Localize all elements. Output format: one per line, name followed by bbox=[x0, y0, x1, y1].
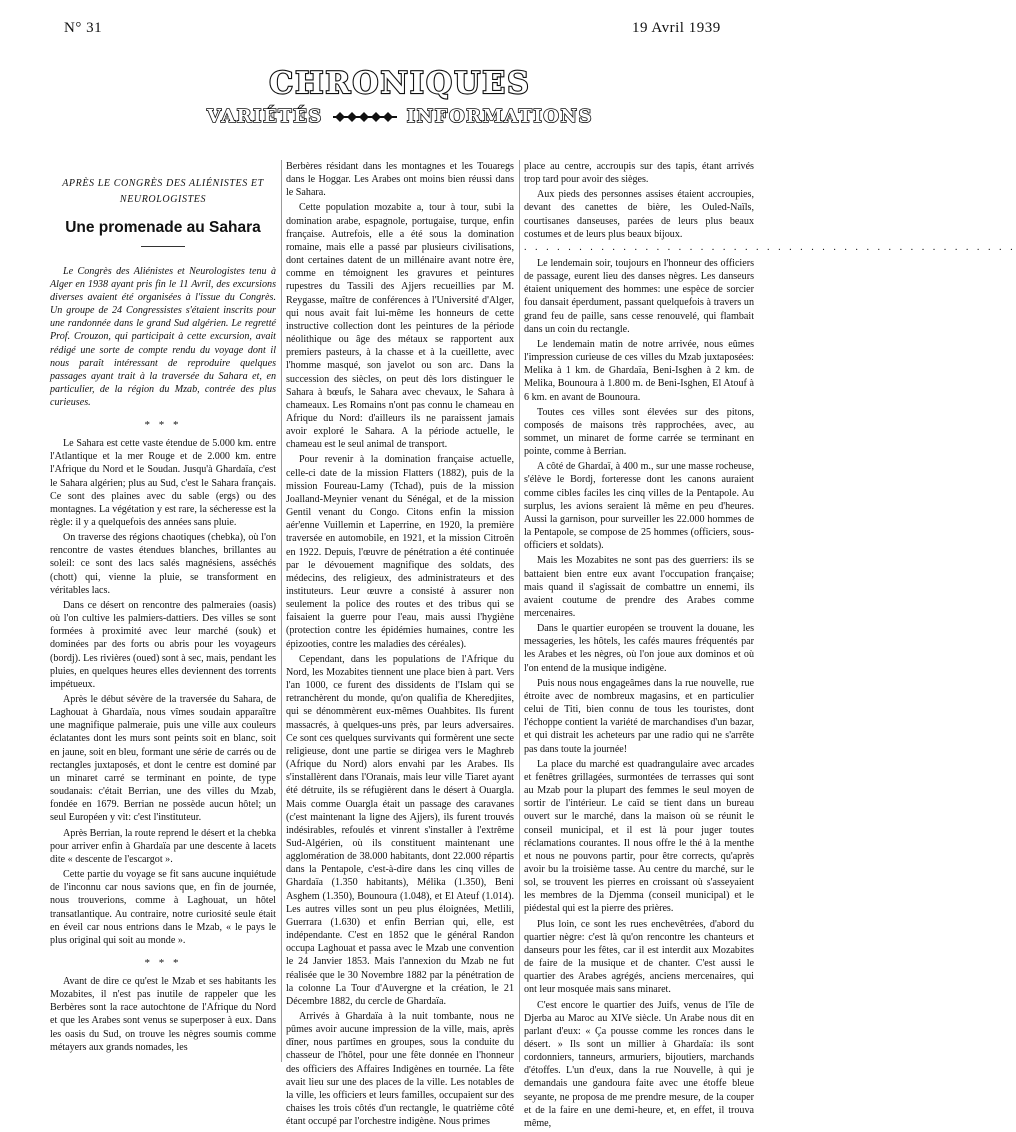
paragraph: Le lendemain matin de notre arrivée, nous eûmes l'impression curieuse de ces villes du Mzab juxtaposées: Melika à 1 km. de Ghardaïa, Beni-Isghen à 2 km. de Melika, Bounoura à 1.800 m. de Beni-Isghen, El Atouf à 6 km. en avant de Bounoura. bbox=[524, 338, 754, 403]
article-intro bbox=[50, 265, 276, 409]
masthead-title: CHRONIQUES bbox=[269, 66, 531, 101]
paragraph: Cette population mozabite a, tour à tour, subi la domination arabe, espagnole, portugaise, turque, enfin française. Autrefois, elle a été sous la domination romaine, mais elle a passé par plusieurs civilisations, dont certaines datent de un millénaire avant notre ère, comme en témoignent les gravures et peintures rupestres du Tassili des Ajjers recueillies par M. Reygasse, maître de conférences à l'Université d'Alger, qui nous avait fait lui-même les honneurs de cette instructive collection dont les peintures de la période néolithique ou âge des métaux se rapportent aux premiers pasteurs, à la chasse et à la cueillette, avec l'homme masqué, son javelot ou son arc. Dans la succession des siècles, on peut dès lors distinguer le Sahara à bœufs, le Sahara avec chevaux, le Sahara à chameaux. Les Romains n'ont pas connu le chameau en Afrique du Nord: d'ailleurs ils ne paraissent jamais avoir exploré le Sahara. A la période actuelle, le chameau est le seul animal de transport. bbox=[286, 202, 514, 451]
paragraph: Puis nous nous engageâmes dans la rue nouvelle, rue étroite avec de nombreux magasins, et en particulier celui de Titi, bien connu de tous les touristes, dont l'échoppe contient la variété de marchandises d'un bazar, et qui distrait les acheteurs par une radio qui ne s'arrête pas dans toute la journée! bbox=[524, 677, 754, 755]
paragraph: Berbères résidant dans les montagnes et les Touaregs dans le Hoggar. Les Arabes ont moins bien réussi dans le Sahara. bbox=[286, 161, 514, 199]
paragraph: Aux pieds des personnes assises étaient accroupies, devant des canettes de bière, les Ouled-Naïls, courtisanes danseuses, parées de leurs plus beaux costumes et de leurs plus beaux bijoux. bbox=[524, 189, 754, 240]
column-1 bbox=[50, 176, 276, 1056]
paragraph: Après Berrian, la route reprend le désert et la chebka pour arriver enfin à Ghardaïa par une descente à lacets dite « descente de l'escargot ». bbox=[50, 827, 276, 865]
paragraph: Avant de dire ce qu'est le Mzab et ses habitants les Mozabites, il n'est pas inutile de rappeler que les Berbères sont la race autochtone de l'Afrique du Nord et que les Arabes sont venus se superposer à eux. Dans les oasis du Sud, on trouve les nègres soumis comme métayers aux grands nomades, les bbox=[50, 975, 276, 1053]
issue-date: 19 Avril 1939 bbox=[632, 20, 721, 36]
paragraph: Pour revenir à la domination française actuelle, celle-ci date de la mission Flatters (1882), puis de la mission Foureau-Lamy (Tchad), puis de la mission Joalland-Meynier venant du Sénégal, et de la mission Gentil venant du Congo. Citons enfin la mission aér'enne Vuillemin et Laperrine, en 1920, la première traversée en automobile, en 1921, et la mission Citroën en 1922. Depuis, l'œuvre de pénétration a été continuée par le dévouement magnifique des soldats, des médecins, des religieux, des administrateurs et des instituteurs. Leur œuvre a consisté à assurer non seulement la police des routes et des tribus qui se faisaient la guerre pour l'eau, mais aussi l'hygiène (protection contre les épidémies humaines, contre les épizooties, contre les maladies des céréales). bbox=[286, 454, 514, 650]
paragraph: Cependant, dans les populations de l'Afrique du Nord, les Mozabites tiennent une place bien à part. Vers l'an 1000, ce furent des dissidents de l'Islam qui se retranchèrent du monde, qu'on qualifia de Kheredjites, qui se dénommèrent eux-mêmes Ouahbites. Ils furent massacrés, à quelques-uns près, par leurs adversaires. Ce sont ces quelques survivants qui formèrent une secte religieuse, dont une partie se dirigea vers le Maghreb (Afrique du Nord) alors envahi par les Arabes. Ils s'installèrent dans l'Oranais, mais leur ville Tiaret ayant été détruite, ils se réfugièrent dans le désert à Ouargla. Mais comme Ouargla était un passage des caravanes (c'est maintenant la ligne des Ajjers), ils furent trouvés indésirables, refoulés et vinrent s'installer à l'extrême Sud-Algérien, où ils constituent maintenant une agglomération de 38.000 habitants, dont 22.000 répartis dans la Pentapole, c'est-à-dire dans les cinq villes de Ghardaïa (1.350 habitants), Mélika (1.350), Beni Asghem (1.350), Bounoura (1.048), et El Ateuf (1.014). Les autres villes sont un peu plus éloignées, Metlili, Guerrara (1.630) et enfin Berrian qui, elle, est indépendante. C'est en 1852 que le général Randon occupa Laghouat et passa avec le Mzab une convention le 24 Janvier 1853. Mais l'annexion du Mzab ne fut réalisée que le 30 Novembre 1882 par la pénétration de la colonne La Tour d'Auvergne et la création, le 21 Décembre 1882, du cercle de Ghardaïa. bbox=[286, 653, 514, 1007]
article-kicker: APRÈS LE CONGRÈS DES ALIÉNISTES ET NEUROLOGISTES bbox=[62, 178, 264, 205]
column-2 bbox=[286, 160, 514, 1130]
section-separator: * * * bbox=[144, 419, 182, 432]
column-3 bbox=[524, 160, 1016, 1132]
section-separator: * * * bbox=[144, 956, 182, 969]
intro-paragraph: Le Congrès des Aliénistes et Neurologistes tenu à Alger en 1938 ayant pris fin le 11 Avril, des excursions diverses avaient été organisées à l'issue du Congrès. Un groupe de 24 Congressistes s'étaient inscrits pour une randonnée dans le grand Sud algérien. Le regretté Prof. Crouzon, qui participait à cette excursion, avait rédigé une sorte de compte rendu du voyage dont il nous paraît intéressant de reproduire quelques passages ayant trait à la traversée du Sahara et, en particulier, de la région du Mzab, contrée des plus curieuses. bbox=[50, 266, 276, 408]
paragraph: Mais les Mozabites ne sont pas des guerriers: ils se battaient bien entre eux avant l'occupation française; mais quand il s'agissait de combattre un ennemi, ils avaient coutume de prendre des Arabes comme mercenaires. bbox=[524, 555, 754, 619]
ornament-icon bbox=[333, 110, 397, 124]
paragraph: C'est encore le quartier des Juifs, venus de l'île de Djerba au Maroc au XIVe siècle. Un Arabe nous dit en parlant d'eux: « Ça pousse comme les ronces dans le désert. » Ils sont un millier à Ghardaïa: ils sont cordonniers, tanneurs, armuriers, bijoutiers, marchands d'étoffes. L'un d'eux, dans la rue Nouvelle, à qui je demandais une gandoura faite avec une étoffe bleue seyante, ne proposa de me prendre mesure, de la couper et de la faire en une demi-heure, et, en effet, il trouva même, bbox=[524, 999, 754, 1129]
paragraph: place au centre, accroupis sur des tapis, étant arrivés trop tard pour avoir des sièges. bbox=[524, 161, 754, 186]
paragraph: Toutes ces villes sont élevées sur des pitons, composés de maisons très rapprochées, avec, au sommet, un minaret de forme carrée se terminant en pointe, comme à Berrian. bbox=[524, 406, 754, 458]
title-rule bbox=[141, 246, 185, 247]
page-number: N° 31 bbox=[64, 20, 103, 36]
masthead-subtitle bbox=[0, 106, 800, 128]
paragraph: Après le début sévère de la traversée du Sahara, de Laghouat à Ghardaïa, nous vîmes soudain apparaître une magnifique palmeraie, puis une ville aux couleurs éclatantes dont les murs sont peints soit en blanc, soit en jaune, soit en bleu, formant une série de carrés ou de rectangles juxtaposés, et dont le centre est dominé par un minaret carré se terminant en pointe, de type soudanais: c'était Berrian, une des villes du Mzab, fondée en 1679. Berrian ne possède aucun hôtel; un seul Européen y vit: c'est l'instituteur. bbox=[50, 694, 276, 824]
ellipsis-separator: . . . . . . . . . . . . . . . . . . . . . . . . . . . . . . . . . . . . . . . . . . . . . bbox=[524, 241, 1016, 253]
masthead bbox=[0, 66, 800, 128]
column-divider bbox=[281, 160, 282, 1062]
paragraph: Le lendemain soir, toujours en l'honneur des officiers de passage, eurent lieu des danses nègres. Les danseurs étaient uniquement des hommes: une espèce de sorcier fou dansait éperdument, passant quelquefois à travers un grand feu de paille, sans cesse renouvelé, qui flambait dans un coin du rectangle. bbox=[524, 257, 754, 335]
column-divider bbox=[519, 160, 520, 1062]
paragraph: Arrivés à Ghardaïa à la nuit tombante, nous ne pûmes avoir aucune impression de la ville, mais, après dîner, nous partîmes en groupes, sous la conduite du chasseur de l'hôtel, pour une fête donnée en l'honneur des officiers des Affaires Indigènes en tournée. La fête avait lieu sur une des places de la ville. Les notables de la ville, les officiers et leurs familles, occupaient sur des chaises les trois côtés d'un rectangle, le quatrième côté étant occupé par l'orchestre indigène. Nous primes bbox=[286, 1011, 514, 1128]
masthead-varietes: VARIÉTÉS bbox=[207, 106, 323, 127]
paragraph: A côté de Ghardaï, à 400 m., sur une masse rocheuse, s'élève le Bordj, forteresse dont les canons auraient comme cibles faciles les cinq villes de la Pentapole. Au surplus, les avions seraient là même en peu d'heures. Aussi la garnison, pour surveiller les 22.000 hommes de la Pentapole, se compose de 25 hommes (officiers, sous-officiers et soldats). bbox=[524, 461, 754, 552]
paragraph: Le Sahara est cette vaste étendue de 5.000 km. entre l'Atlantique et la mer Rouge et de 2.000 km. entre l'Afrique du Nord et le Soudan. Jusqu'à Ghardaïa, c'est le Sahara algérien; plus au Sud, c'est le Sahara français. Ce sont des plaines avec du sable (ergs) ou des montagnes. La végétation y est rare, la sécheresse est la règle: il y a quelquefois des années sans pluie. bbox=[50, 438, 276, 528]
article-title: Une promenade au Sahara bbox=[65, 219, 261, 236]
paragraph: Plus loin, ce sont les rues enchevêtrées, d'abord du quartier nègre: c'est là qu'on rencontre les chanteurs et danseurs pour les fêtes, car il est interdit aux Mozabites de faire de la musique et de chanter. C'est aussi le quartier des Arabes agrégés, anciens mercenaires, qui ont leur mosquée mais sans minaret. bbox=[524, 918, 754, 996]
page-header bbox=[0, 0, 800, 40]
paragraph: Dans ce désert on rencontre des palmeraies (oasis) où l'on cultive les palmiers-dattiers. Des villes se sont formées à proximité avec leur marché (souk) et dominées par des forts ou abris pour les voyageurs (bordj). Les rivières (oued) sont à sec, mais, pendant les pluies, en quelques heures elles deviennent des torrents impétueux. bbox=[50, 599, 276, 690]
masthead-informations: INFORMATIONS bbox=[406, 106, 593, 127]
paragraph: Cette partie du voyage se fit sans aucune inquiétude de l'inconnu car nous savions que, en fin de journée, nous trouverions, comme à Laghouat, un hôtel transatlantique. Au contraire, notre curiosité seule était en éveil car nous entrions dans le Mzab, « le pays le plus original qui soit au monde ». bbox=[50, 869, 276, 946]
paragraph: La place du marché est quadrangulaire avec arcades et fenêtres grillagées, surmontées de terrasses qui sont au Mzab pour la plupart des femmes le seul moyen de sortir de l'intérieur. Le caïd se tient dans un bureau ouvert sur le marché, dans la maison où se réunit le conseil municipal, et il est là pour juger toutes réclamations courantes. Il nous offre le thé à la menthe et nous ne pouvons partir, pour être corrects, qu'après avoir bu la troisième tasse. Au centre du marché, sur le sol, se trouvent les pierres en croissant où s'asseyaient les membres de la Djemma (conseil municipal) et le piédestal qui est la pierre des prières. bbox=[524, 758, 754, 915]
paragraph: On traverse des régions chaotiques (chebka), où l'on rencontre de vastes étendues blanches, brillantes au soleil: ce sont des lacs salés magnésiens, asséchés (chott) qui, vienne la pluie, se transforment en véritables lacs. bbox=[50, 532, 276, 596]
paragraph: Dans le quartier européen se trouvent la douane, les messageries, les hôtels, les cafés maures fréquentés par les Arabes et les nègres, où l'on joue aux dominos et où l'on entend de la musique indigène. bbox=[524, 623, 754, 674]
